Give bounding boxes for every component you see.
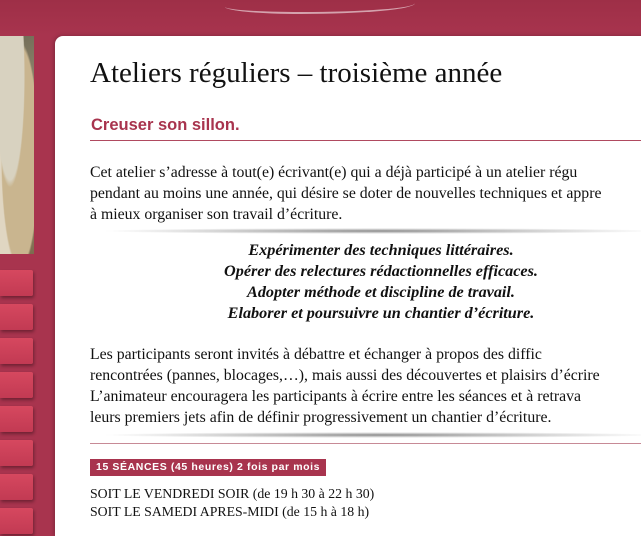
sessions-badge: 15 SÉANCES (45 heures) 2 fois par mois bbox=[90, 459, 326, 476]
sidebar-nav-button-6[interactable] bbox=[0, 440, 33, 466]
sidebar-photo bbox=[0, 36, 34, 254]
sidebar-nav-button-5[interactable] bbox=[0, 406, 33, 432]
shadow-divider bbox=[100, 432, 641, 438]
sidebar-nav-button-1[interactable] bbox=[0, 270, 33, 296]
sidebar-nav-button-7[interactable] bbox=[0, 474, 33, 500]
sidebar-nav-button-8[interactable] bbox=[0, 508, 33, 534]
sidebar-nav-button-3[interactable] bbox=[0, 338, 33, 364]
subtitle-divider bbox=[90, 140, 641, 141]
goals-list bbox=[90, 240, 641, 324]
shadow-divider bbox=[100, 228, 641, 234]
intro-line: à mieux organiser son travail d’écriture. bbox=[90, 206, 343, 223]
participants-line: L’animateur encouragera les participants à écrire entre les séances et à retrava bbox=[90, 388, 582, 405]
sidebar-nav-button-2[interactable] bbox=[0, 304, 33, 330]
page-title: Ateliers réguliers – troisième année bbox=[90, 57, 503, 89]
goal-item: Adopter méthode et discipline de travail. bbox=[247, 283, 515, 301]
participants-paragraph bbox=[90, 344, 641, 428]
goal-item: Elaborer et poursuivre un chantier d’écriture. bbox=[227, 304, 535, 322]
goal-item: Opérer des relectures rédactionnelles efficaces. bbox=[224, 262, 538, 280]
participants-line: Les participants seront invités à débattre et échanger à propos des diffic bbox=[90, 346, 542, 363]
intro-line: pendant au moins une année, qui désire se doter de nouvelles techniques et appre bbox=[90, 185, 602, 202]
schedule-option: SOIT LE SAMEDI APRES-MIDI (de 15 h à 18 h) bbox=[90, 504, 370, 519]
schedule-option: SOIT LE VENDREDI SOIR (de 19 h 30 à 22 h 30) bbox=[90, 486, 375, 501]
header-band bbox=[0, 0, 641, 36]
intro-line: Cet atelier s’adresse à tout(e) écrivant(e) qui a déjà participé à un atelier régu bbox=[90, 164, 578, 181]
section-subtitle: Creuser son sillon. bbox=[91, 116, 240, 134]
sidebar-nav-button-4[interactable] bbox=[0, 372, 33, 398]
section-divider bbox=[90, 443, 641, 444]
goal-item: Expérimenter des techniques littéraires. bbox=[248, 241, 514, 259]
participants-line: rencontrées (pannes, blocages,…), mais aussi des découvertes et plaisirs d’écrire bbox=[90, 367, 600, 384]
intro-paragraph bbox=[90, 162, 641, 225]
participants-line: leurs premiers jets afin de définir progressivement un chantier d’écriture. bbox=[90, 409, 552, 426]
header-logo-swirl bbox=[225, 0, 415, 14]
